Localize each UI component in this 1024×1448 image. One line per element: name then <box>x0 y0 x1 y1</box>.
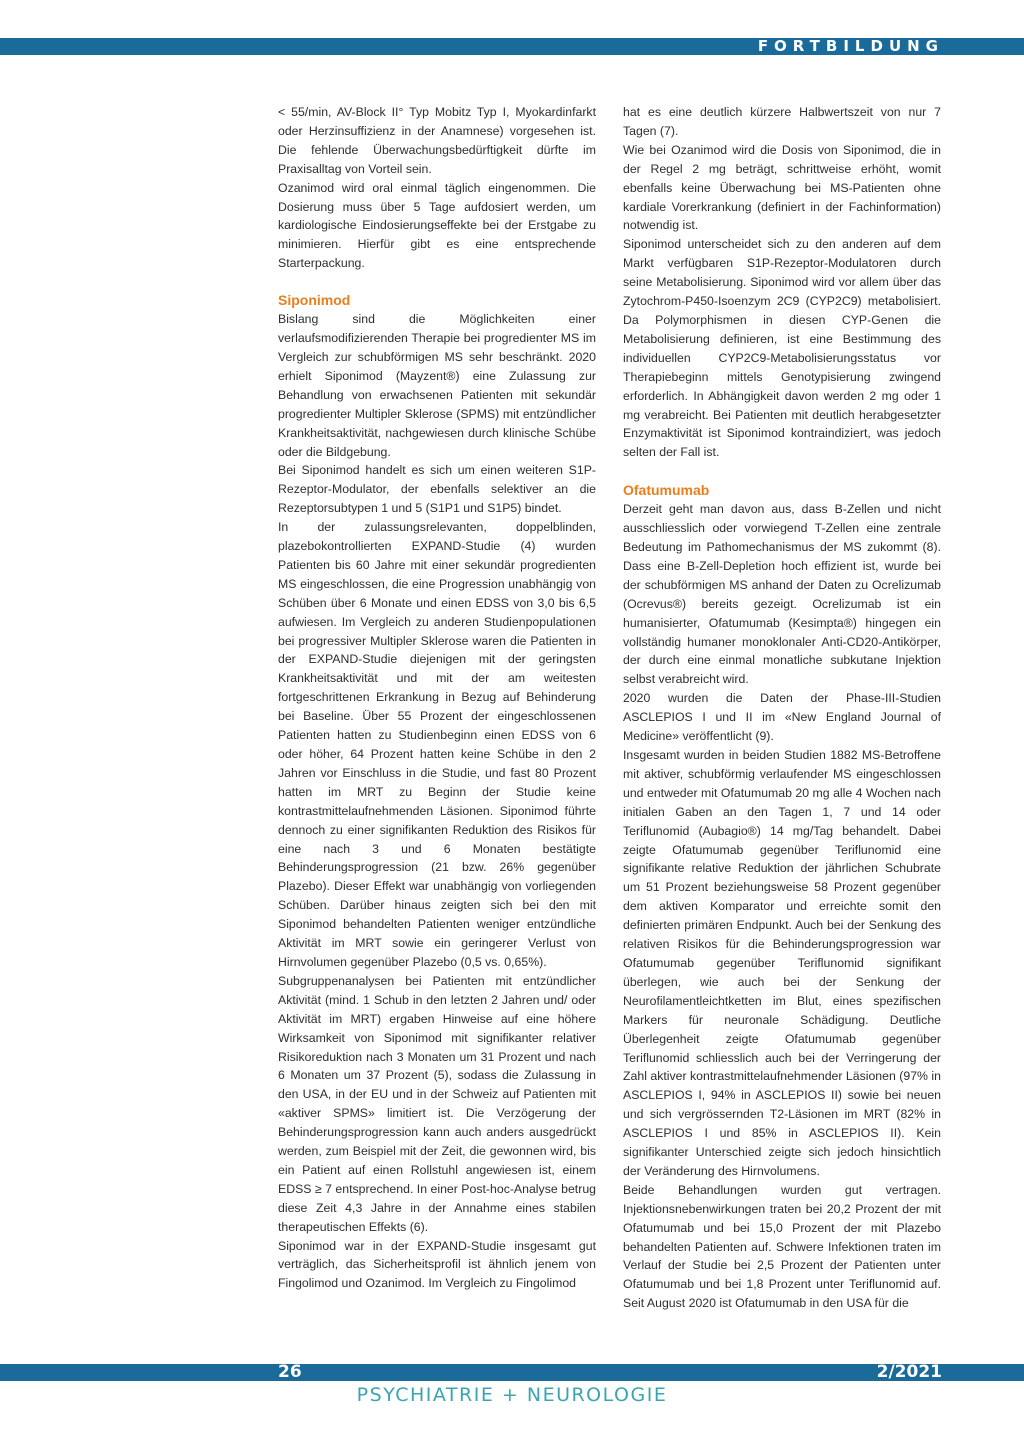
paragraph: Bislang sind die Möglichkeiten einer verlaufsmodifizierenden Therapie bei progredienter MS im Vergleich zur schubförmigen MS sehr beschränkt. 2020 erhielt Siponimod (Mayzent®) eine Zulassung zur Behandlung von erwachsenen Patienten mit sekundär progredienter Multipler Sklerose (SPMS) mit entzündlicher Krankheitsaktivität, nachgewiesen durch klinische Schübe oder die Bildgebung. <box>278 312 596 459</box>
right-column <box>623 103 941 1313</box>
paragraph: Subgruppenanalysen bei Patienten mit entzündlicher Aktivität (mind. 1 Schub in den letzten 2 Jahren und/ oder Aktivität im MRT) ergaben Hinweise auf eine höhere Wirksamkeit von Siponimod mit signifikanter relativer Risikoreduktion nach 3 Monaten um 31 Prozent und nach 6 Monaten um 37 Prozent (5), sodass die Zulassung in den USA, in der EU und in der Schweiz auf Patienten mit «aktiver SPMS» limitiert ist. Die Verzögerung der Behinderungsprogression kann auch anders ausgedrückt werden, zum Beispiel mit der Zeit, die gewonnen wird, bis ein Patient auf einen Rollstuhl angewiesen ist, einem EDSS ≥ 7 entsprechend. In einer Post-hoc-Analyse betrug diese Zeit 4,3 Jahre in der Annahme eines stabilen therapeutischen Effekts (6). <box>278 973 596 1234</box>
left-column <box>278 103 596 1293</box>
footer-band <box>0 1364 1024 1381</box>
paragraph: Insgesamt wurden in beiden Studien 1882 MS-Betroffene mit aktiver, schubförmig verlaufender MS eingeschlossen und entweder mit Ofatumumab 20 mg alle 4 Wochen nach initialen Gaben an den Tagen 1, 7 und 14 oder Teriflunomid (Aubagio®) 14 mg/Tag behandelt. Dabei zeigte Ofatumumab gegenüber Teriflunomid eine signifikante relative Reduktion der jährlichen Schubrate um 51 Prozent beziehungsweise 58 Prozent gegenüber dem aktiven Komparator und erreichte somit den definierten primären Endpunkt. Auch bei der Senkung des relativen Risikos für die Behinderungsprogression war Ofatumumab gegenüber Teriflunomid signifikant überlegen, wie auch bei der Senkung der Neurofilamentleichtketten im Blut, eines spezifischen Markers für neuronale Schädigung. Deutliche Überlegenheit zeigte Ofatumumab gegenüber Teriflunomid schliesslich auch bei der Verringerung der Zahl aktiver kontrastmittelaufnehmender Läsionen (97% in ASCLEPIOS I, 94% in ASCLEPIOS II) sowie bei neuen und sich vergrössernden T2-Läsionen im MRT (82% in ASCLEPIOS I und 85% in ASCLEPIOS II). Kein signifikanter Unterschied zeigte sich jedoch hinsichtlich der Veränderung des Hirnvolumens. <box>623 748 941 1178</box>
page-number: 26 <box>278 1362 302 1382</box>
paragraph: Ozanimod wird oral einmal täglich eingenommen. Die Dosierung muss über 5 Tage aufdosiert werden, um kardiologische Eindosierungseffekte bei der Erstgabe zu minimieren. Hierfür gibt es eine entsprechende Starterpackung. <box>278 180 596 271</box>
section-heading-siponimod: Siponimod <box>278 292 351 309</box>
paragraph: Siponimod unterscheidet sich zu den anderen auf dem Markt verfügbaren S1P-Rezeptor-Modulatoren durch seine Metabolisierung. Siponimod wird vor allem über das Zytochrom-P450-Isoenzym 2C9 (CYP2C9) metabolisiert. Da Polymorphismen in diesen CYP-Genen die Metabolisierung definieren, ist eine Bestimmung des individuellen CYP2C9-Metabolisierungsstatus vor Therapiebeginn mittels Genotypisierung zwingend erforderlich. In Abhängigkeit davon werden 2 mg oder 1 mg verabreicht. Bei Patienten mit deutlich herabgesetzter Enzymaktivität ist Siponimod kontraindiziert, was jedoch selten der Fall ist. <box>623 237 941 460</box>
paragraph: Siponimod war in der EXPAND-Studie insgesamt gut verträglich, das Sicherheitsprofil ist ähnlich jenem von Fingolimod und Ozanimod. Im Vergleich zu Fingolimod <box>278 1238 596 1291</box>
section-heading-ofatumumab: Ofatumumab <box>623 482 710 499</box>
paragraph: 2020 wurden die Daten der Phase-III-Studien ASCLEPIOS I und II im «New England Journal of Medicine» veröffentlicht (9). <box>623 691 941 744</box>
paragraph: Beide Behandlungen wurden gut vertragen. Injektionsnebenwirkungen traten bei 20,2 Prozent der mit Ofatumumab und bei 15,0 Prozent der mit Plazebo behandelten Patienten auf. Schwere Infektionen traten im Verlauf der Studie bei 2,5 Prozent der Patienten unter Ofatumumab und bei 1,8 Prozent unter Teriflunomid auf. Seit August 2020 ist Ofatumumab in den USA für die <box>623 1182 941 1311</box>
paragraph: Bei Siponimod handelt es sich um einen weiteren S1P-Rezeptor-Modulator, der ebenfalls selektiver an die Rezeptorsubtypen 1 und 5 (S1P1 und S1P5) bindet. <box>278 463 596 516</box>
paragraph: Derzeit geht man davon aus, dass B-Zellen und nicht ausschliesslich oder vorwiegend T-Zellen eine zentrale Bedeutung im Pathomechanismus der MS zukommt (8). Dass eine B-Zell-Depletion hoch effizient ist, wurde bei der schubförmigen MS anhand der Daten zu Ocrelizumab (Ocrevus®) bereits gezeigt. Ocrelizumab ist ein humanisierter, Ofatumumab (Kesimpta®) hingegen ein vollständig humaner monoklonaler Anti-CD20-Antikörper, der durch eine einmal monatliche subkutane Injektion selbst verabreicht wird. <box>623 502 941 687</box>
paragraph: hat es eine deutlich kürzere Halbwertszeit von nur 7 Tagen (7). <box>623 105 941 138</box>
paragraph: In der zulassungsrelevanten, doppelblinden, plazebokontrollierten EXPAND-Studie (4) wurden Patienten bis 60 Jahre mit einer sekundär progredienten MS eingeschlossen, die eine Progression unabhängig von Schüben über 6 Monate und einen EDSS von 3,0 bis 6,5 aufwiesen. Im Vergleich zu anderen Studienpopulationen bei progressiver Multipler Sklerose waren die Patienten in der EXPAND-Studie diejenigen mit der geringsten Krankheitsaktivität und mit der am weitesten fortgeschrittenen Erkrankung in Bezug auf Behinderung bei Baseline. Über 55 Prozent der eingeschlossenen Patienten hatten zu Studienbeginn einen EDSS von 6 oder höher, 64 Prozent hatten keine Schübe in den 2 Jahren vor Einschluss in die Studie, und fast 80 Prozent hatten im MRT zu Beginn der Studie keine kontrastmittelaufnehmenden Läsionen. Siponimod führte dennoch zu einer signifikanten Reduktion des Risikos für eine nach 3 und 6 Monaten bestätigte Behinderungsprogression (21 bzw. 26% gegenüber Plazebo). Dieser Effekt war unabhängig von vorliegenden Schüben. Darüber hinaus zeigten sich bei den mit Siponimod behandelten Patienten weniger entzündliche Aktivität im MRT sowie ein geringerer Verlust von Hirnvolumen gegenüber Plazebo (0,5 vs. 0,65%). <box>278 520 596 969</box>
paragraph: Wie bei Ozanimod wird die Dosis von Siponimod, die in der Regel 2 mg beträgt, schrittweise erhöht, womit ebenfalls keine Überwachung bei MS-Patienten ohne kardiale Vorerkrankung (definiert in der Fachinformation) notwendig ist. <box>623 142 941 233</box>
journal-title: PSYCHIATRIE + NEUROLOGIE <box>356 1384 668 1406</box>
section-label: FORTBILDUNG <box>757 37 944 55</box>
paragraph: < 55/min, AV-Block II° Typ Mobitz Typ I, Myokardinfarkt oder Herzinsuffizienz in der Anamnese) vorgesehen ist. Die fehlende Überwachungsbedürftigkeit dürfte im Praxisalltag von Vorteil sein. <box>278 105 596 176</box>
issue-number: 2/2021 <box>876 1362 942 1382</box>
